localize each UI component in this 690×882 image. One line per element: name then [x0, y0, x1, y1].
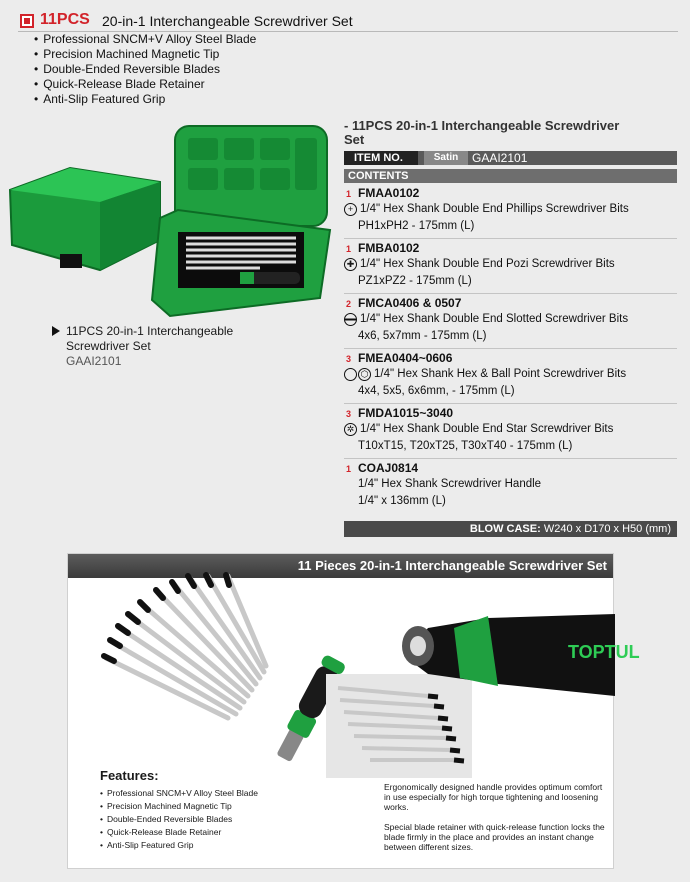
item-no-value: GAAI2101	[472, 151, 528, 165]
item-desc: 1/4" Hex Shank Double End Phillips Screwdriver Bits	[360, 203, 629, 215]
feature-item: • Professional SNCM+V Alloy Steel Blade	[100, 787, 258, 800]
feature-panel	[67, 553, 640, 869]
product-caption	[52, 324, 266, 369]
red-square-icon	[20, 14, 34, 28]
hex-icon	[344, 368, 357, 381]
item-no-label: ITEM NO.	[344, 151, 418, 165]
blow-case-bar	[344, 521, 677, 537]
item-size: T10xT15, T20xT25, T30xT40 - 175mm (L)	[358, 440, 573, 452]
item-code: COAJ0814	[358, 461, 419, 475]
item-code: FMDA1015~3040	[358, 406, 454, 420]
retainer-note: Special blade retainer with quick-release function locks the blade firmly in the place and provides an instant change between different sizes.	[384, 822, 605, 852]
item-desc: 1/4" Hex Shank Screwdriver Handle	[358, 478, 542, 490]
item-size: 4x6, 5x7mm - 175mm (L)	[358, 330, 487, 342]
phillips-icon: +	[344, 203, 357, 216]
list-item	[344, 184, 677, 239]
item-desc: 1/4" Hex Shank Hex & Ball Point Screwdriver Bits	[374, 368, 627, 380]
screwdriver-photo	[68, 578, 640, 778]
feature-panel-title: 11 Pieces 20-in-1 Interchangeable Screwdriver Set	[297, 558, 607, 573]
item-size: 4x4, 5x5, 6x6mm, - 175mm (L)	[358, 385, 515, 397]
caption-title: 11PCS 20-in-1 Interchangeable Screwdriver Set	[66, 324, 234, 353]
contents-list	[344, 184, 677, 514]
brand-logo: TOPTUL	[568, 642, 640, 662]
header-title: 20-in-1 Interchangeable Screwdriver Set	[102, 13, 353, 29]
features-block	[100, 768, 258, 852]
feature-item: • Double-Ended Reversible Blades	[100, 813, 258, 826]
item-size: PH1xPH2 - 175mm (L)	[358, 220, 475, 232]
feature-item: • Anti-Slip Featured Grip	[100, 839, 258, 852]
list-item	[344, 349, 677, 404]
item-desc: 1/4" Hex Shank Double End Pozi Screwdriver Bits	[360, 258, 615, 270]
list-item	[344, 404, 677, 459]
item-number-bar	[344, 151, 677, 165]
item-qty: 3	[346, 409, 352, 419]
feature-panel-header	[68, 554, 613, 578]
item-qty: 3	[346, 354, 352, 364]
item-qty: 2	[346, 299, 352, 309]
features-heading: Features:	[100, 768, 159, 783]
blow-case-dims: W240 x D170 x H50 (mm)	[543, 523, 671, 535]
triangle-pointer-icon	[52, 326, 60, 336]
star-icon: ✲	[344, 423, 357, 436]
bullet-item: • Double-Ended Reversible Blades	[34, 62, 256, 77]
item-size: 1/4" x 136mm (L)	[358, 495, 446, 507]
item-desc: 1/4" Hex Shank Double End Star Screwdriver Bits	[360, 423, 614, 435]
handle-note: Ergonomically designed handle provides optimum comfort in use especially for high torque tightening and loosening works.	[384, 782, 603, 812]
item-qty: 1	[346, 244, 352, 254]
bullet-item: • Professional SNCM+V Alloy Steel Blade	[34, 32, 256, 47]
feature-bullets	[34, 32, 256, 107]
item-desc: 1/4" Hex Shank Double End Slotted Screwdriver Bits	[360, 313, 629, 325]
item-code: FMEA0404~0606	[358, 351, 453, 365]
header-pcs: 11PCS	[40, 11, 90, 28]
feature-item: • Precision Machined Magnetic Tip	[100, 800, 258, 813]
bullet-item: • Anti-Slip Featured Grip	[34, 92, 256, 107]
slotted-icon	[344, 313, 357, 326]
item-code: FMAA0102	[358, 186, 420, 200]
caption-code: GAAI2101	[66, 354, 122, 368]
list-item	[344, 459, 677, 514]
features-list	[100, 787, 258, 852]
item-code: FMBA0102	[358, 241, 420, 255]
bullet-item: • Precision Machined Magnetic Tip	[34, 47, 256, 62]
feature-item: • Quick-Release Blade Retainer	[100, 826, 258, 839]
item-qty: 1	[346, 189, 352, 199]
contents-heading: CONTENTS	[344, 169, 677, 183]
item-size: PZ1xPZ2 - 175mm (L)	[358, 275, 472, 287]
case-product-image	[0, 120, 340, 320]
spec-title: - 11PCS 20-in-1 Interchangeable Screwdriver Set	[344, 118, 620, 147]
pozi-icon: ✚	[344, 258, 357, 271]
ball-point-icon: ⬡	[358, 368, 371, 381]
finish-badge: Satin	[424, 151, 468, 165]
page-header	[18, 10, 678, 32]
item-qty: 1	[346, 464, 352, 474]
blow-case-label: BLOW CASE:	[469, 523, 541, 535]
list-item	[344, 294, 677, 349]
list-item	[344, 239, 677, 294]
item-code: FMCA0406 & 0507	[358, 296, 462, 310]
bullet-item: • Quick-Release Blade Retainer	[34, 77, 256, 92]
